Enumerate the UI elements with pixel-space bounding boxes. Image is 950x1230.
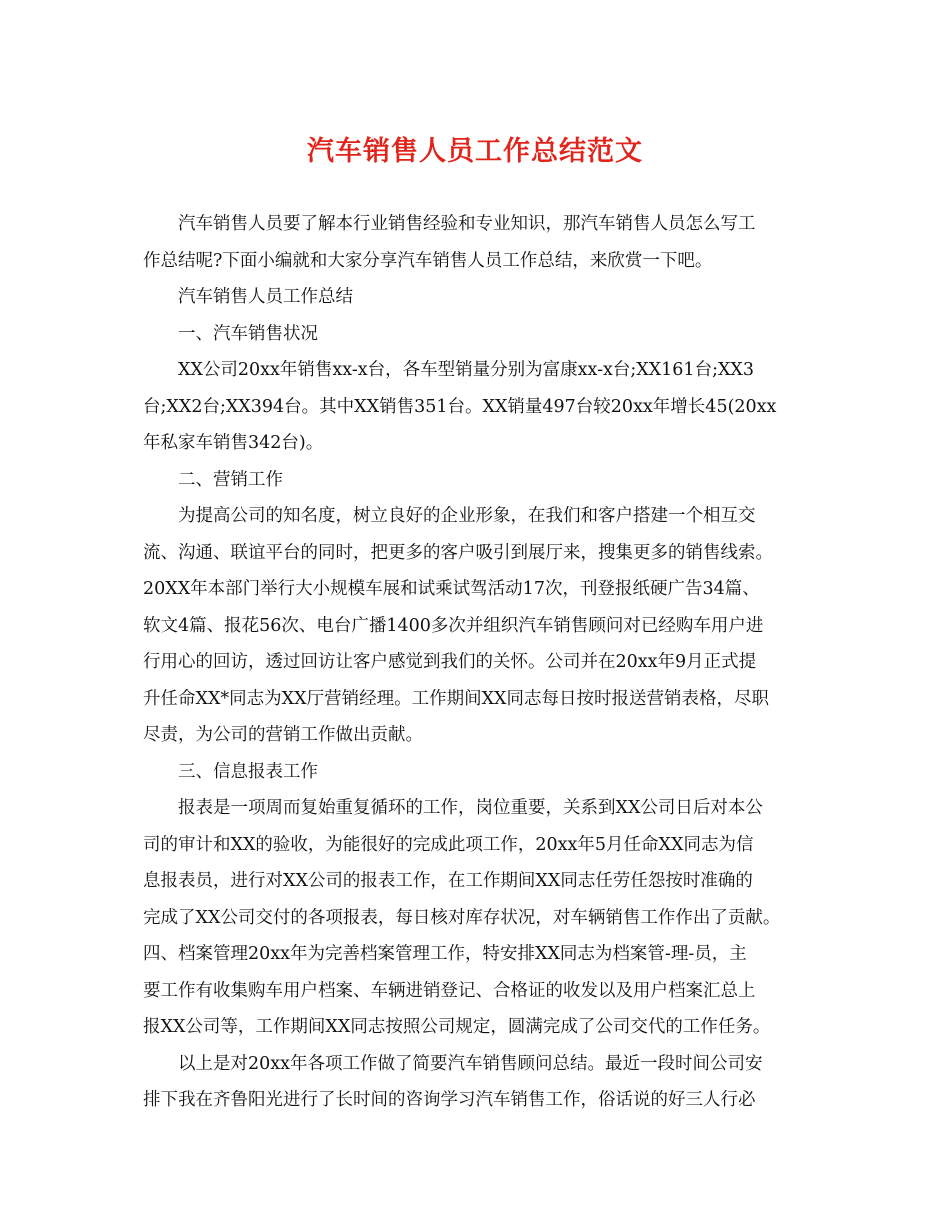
text-line: 报表是一项周而复始重复循环的工作，岗位重要，关系到XX公司日后对本公 (178, 798, 763, 818)
text-line: 排下我在齐鲁阳光进行了长时间的咨询学习汽车销售工作，俗话说的好三人行必 (143, 1090, 756, 1110)
text-line: 20XX年本部门举行大小规模车展和试乘试驾活动17次，刊登报纸硬广告34篇、 (143, 579, 760, 599)
text-line: 汽车销售人员工作总结 (178, 287, 353, 307)
document-title: 汽车销售人员工作总结范文 (307, 136, 643, 167)
text-line: 司的审计和XX的验收，为能很好的完成此项工作，20xx年5月任命XX同志为信 (143, 834, 754, 855)
text-line: 软文4篇、报花56次、电台广播1400多次并组织汽车销售顾问对已经购车用户进 (143, 615, 764, 636)
text-line: 以上是对20xx年各项工作做了简要汽车销售顾问总结。最近一段时间公司安 (178, 1053, 763, 1074)
text-line: 三、信息报表工作 (178, 761, 318, 782)
text-line: 年私家车销售342台)。 (143, 433, 324, 453)
text-line: 一、汽车销售状况 (178, 323, 318, 344)
text-line: 二、营销工作 (178, 469, 283, 490)
text-line: 息报表员，进行对XX公司的报表工作，在工作期间XX同志任劳任怨按时准确的 (143, 871, 753, 891)
document-body (143, 206, 819, 1119)
text-line: 行用心的回访，透过回访让客户感觉到我们的关怀。公司并在20xx年9月正式提 (143, 652, 757, 672)
text-line: 汽车销售人员要了解本行业销售经验和专业知识，那汽车销售人员怎么写工 (178, 214, 756, 234)
text-line: 四、档案管理20xx年为完善档案管理工作，特安排XX同志为档案管-理-员，主 (143, 944, 747, 964)
text-line: 台;XX2台;XX394台。其中XX销售351台。XX销量497台较20xx年增长45(20xx (143, 396, 777, 417)
text-line: 升任命XX*同志为XX厅营销经理。工作期间XX同志每日按时报送营销表格，尽职 (143, 688, 769, 709)
text-line: 尽责，为公司的营销工作做出贡献。 (143, 725, 423, 745)
text-line: 作总结呢?下面小编就和大家分享汽车销售人员工作总结，来欣赏一下吧。 (143, 250, 713, 271)
text-line: XX公司20xx年销售xx-x台，各车型销量分别为富康xx-x台;XX161台;XX3 (178, 360, 755, 380)
text-line: 完成了XX公司交付的各项报表，每日核对库存状况，对车辆销售工作作出了贡献。 (143, 907, 781, 928)
text-line: 为提高公司的知名度，树立良好的企业形象，在我们和客户搭建一个相互交 (178, 506, 756, 526)
text-line: 报XX公司等，工作期间XX同志按照公司规定，圆满完成了公司交代的工作任务。 (143, 1017, 771, 1037)
text-line: 要工作有收集购车用户档案、车辆进销登记、合格证的收发以及用户档案汇总上 (143, 980, 756, 1001)
text-line: 流、沟通、联谊平台的同时，把更多的客户吸引到展厅来，搜集更多的销售线索。 (143, 542, 773, 563)
